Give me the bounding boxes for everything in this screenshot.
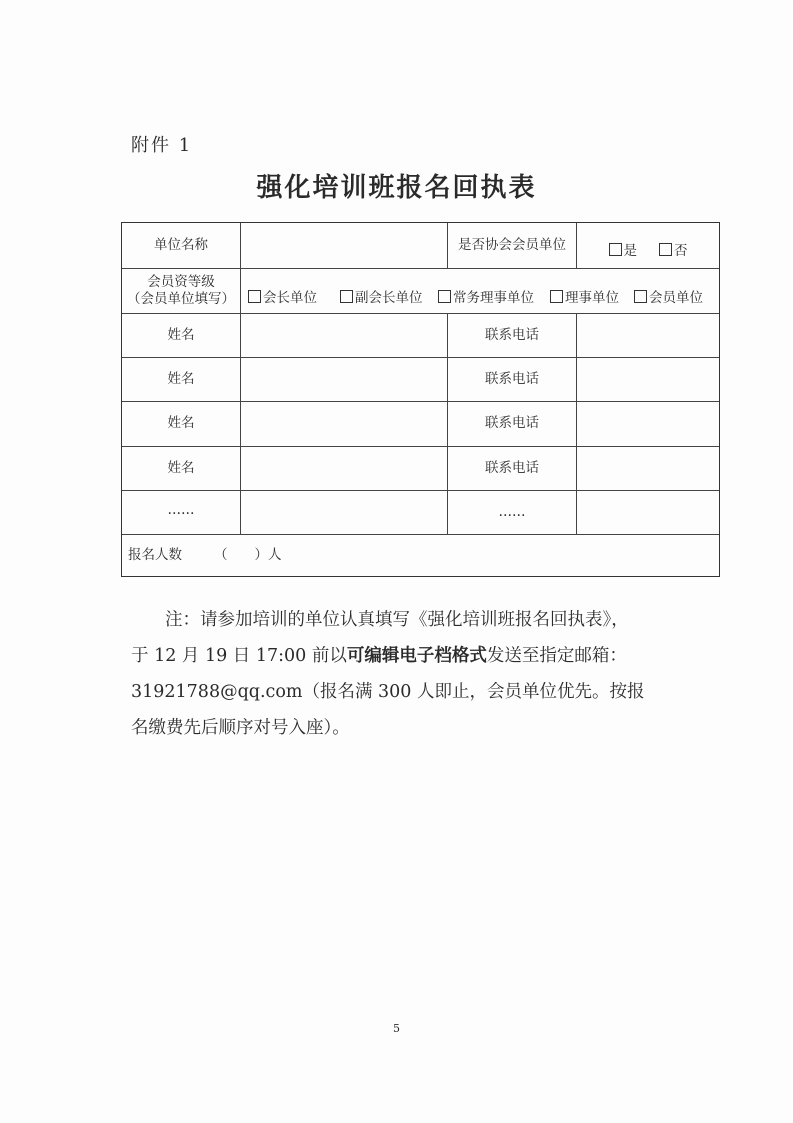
level-label: 副会长单位 xyxy=(355,290,423,306)
level-option-member[interactable] xyxy=(634,284,703,308)
name-field[interactable] xyxy=(241,446,447,490)
phone-field[interactable] xyxy=(577,313,719,357)
phone-label: 联系电话 xyxy=(485,326,539,343)
member-level-label xyxy=(122,268,240,313)
level-label: 常务理事单位 xyxy=(453,290,534,306)
attachment-label: 附件 1 xyxy=(131,135,193,156)
name-label: 姓名 xyxy=(167,370,195,387)
note-line: 注：请参加培训的单位认真填写《强化培训班报名回执表》， xyxy=(165,610,629,630)
more-rows-ellipsis: …… xyxy=(167,501,195,518)
registrant-count-field[interactable]: （ ）人 xyxy=(214,546,282,563)
note-text: 发送至指定邮箱： xyxy=(486,646,627,666)
no-checkbox[interactable] xyxy=(659,243,672,256)
registration-form-table xyxy=(121,222,720,577)
level-label: 理事单位 xyxy=(565,290,619,306)
note-text: 于 12 月 19 日 17:00 前以 xyxy=(131,646,347,666)
checkbox[interactable] xyxy=(340,290,353,303)
page-number: 5 xyxy=(393,1022,400,1035)
checkbox[interactable] xyxy=(438,290,451,303)
note-line: 31921788@qq.com（报名满 300 人即止，会员单位优先。按报 xyxy=(131,682,645,702)
more-rows-ellipsis: …… xyxy=(498,503,526,520)
registrant-count-label: 报名人数 xyxy=(128,546,182,563)
level-option-director[interactable] xyxy=(550,284,619,308)
name-field[interactable] xyxy=(241,401,447,446)
yes-checkbox[interactable] xyxy=(609,243,622,256)
level-option-president[interactable] xyxy=(248,284,317,308)
column-divider xyxy=(240,268,241,313)
form-title: 强化培训班报名回执表 xyxy=(256,173,537,203)
name-field[interactable] xyxy=(241,357,447,401)
registrant-count xyxy=(128,534,282,576)
member-choice xyxy=(577,229,719,274)
phone-label: 联系电话 xyxy=(485,415,539,431)
phone-field[interactable] xyxy=(577,490,719,534)
member-level-label-line1: 会员资等级 xyxy=(147,273,215,290)
checkbox[interactable] xyxy=(550,290,563,303)
unit-name-label: 单位名称 xyxy=(154,237,208,253)
phone-label: 联系电话 xyxy=(485,370,539,387)
name-label: 姓名 xyxy=(167,326,195,343)
note-line xyxy=(131,640,701,673)
level-label: 会员单位 xyxy=(649,290,703,306)
yes-label: 是 xyxy=(623,243,637,259)
no-option[interactable] xyxy=(659,243,688,260)
checkbox[interactable] xyxy=(248,290,261,303)
phone-field[interactable] xyxy=(577,357,719,401)
member-level-label-line2: （会员单位填写） xyxy=(127,290,235,307)
phone-label: 联系电话 xyxy=(485,459,539,476)
checkbox[interactable] xyxy=(634,290,647,303)
note-emphasis: 可编辑电子档格式 xyxy=(346,646,487,666)
level-option-executive-director[interactable] xyxy=(438,284,534,308)
level-label: 会长单位 xyxy=(263,290,317,306)
is-member-label: 是否协会会员单位 xyxy=(458,237,566,253)
phone-field[interactable] xyxy=(577,401,719,446)
name-label: 姓名 xyxy=(167,415,195,431)
note-paragraph xyxy=(131,604,701,745)
level-option-vice-president[interactable] xyxy=(340,284,423,308)
name-field[interactable] xyxy=(241,313,447,357)
yes-option[interactable] xyxy=(609,243,638,260)
no-label: 否 xyxy=(674,243,688,259)
name-field[interactable] xyxy=(241,490,447,534)
note-line: 名缴费先后顺序对号入座）。 xyxy=(131,718,350,738)
name-label: 姓名 xyxy=(167,459,195,476)
unit-name-field[interactable] xyxy=(241,223,447,268)
phone-field[interactable] xyxy=(577,446,719,490)
